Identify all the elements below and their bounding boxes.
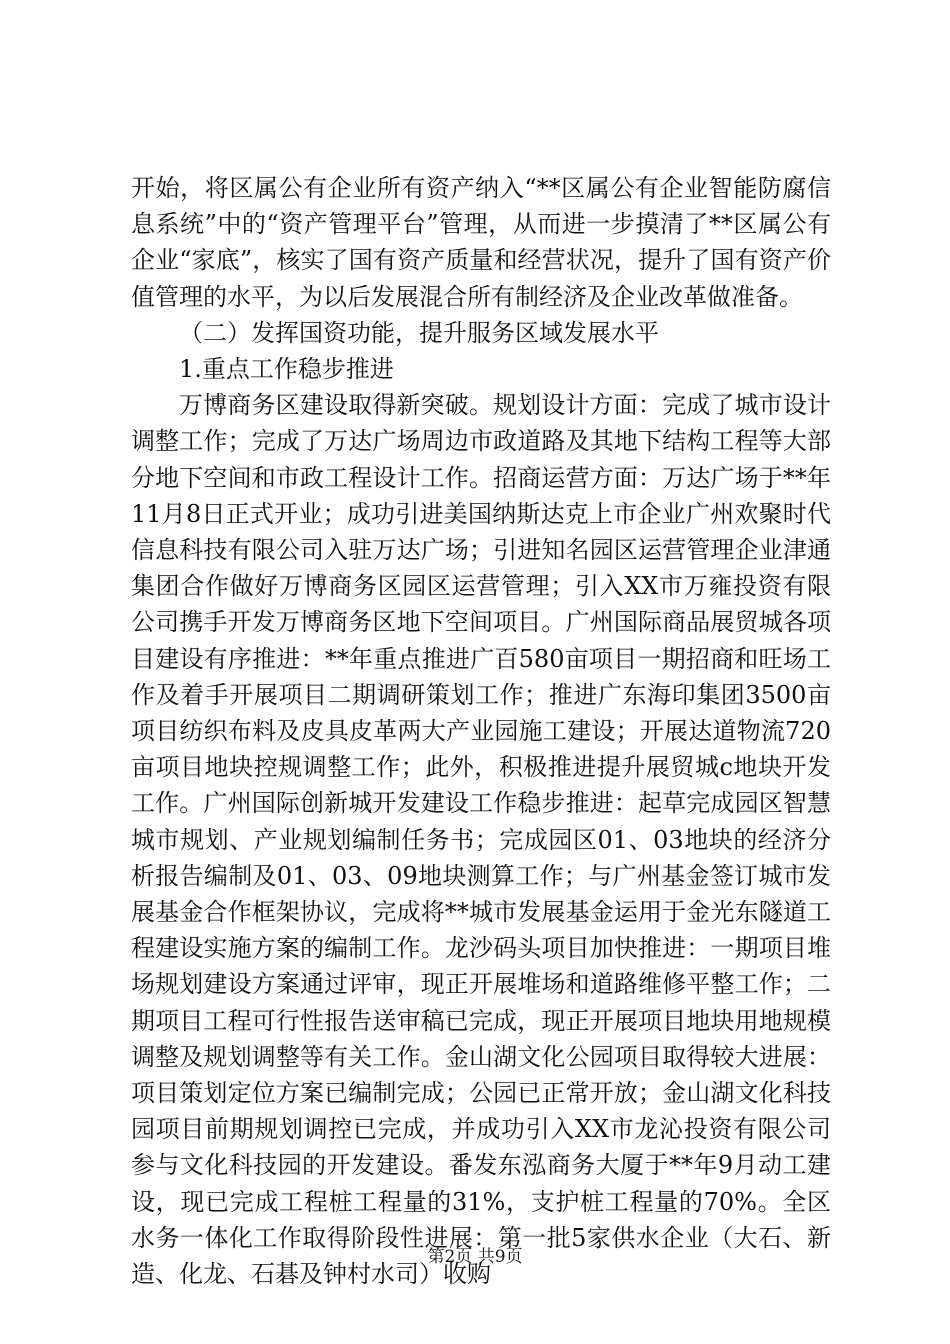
page-footer xyxy=(0,1246,950,1268)
subsection-heading: 1.重点工作稳步推进 xyxy=(179,355,394,384)
paragraph-intro: 开始，将区属公有企业所有资产纳入“**区属公有企业智能防腐信息系统”中的“资产管理平台”管理，从而进一步摸清了**区属公有企业“家底”，核实了国有资产质量和经营状况，提升了国有资产价值管理的水平，为以后发展混合所有制经济及企业改革做准备。 xyxy=(131,174,831,311)
paragraph-main: 万博商务区建设取得新突破。规划设计方面：完成了城市设计调整工作；完成了万达广场周边市政道路及其地下结构工程等大部分地下空间和市政工程设计工作。招商运营方面：万达广场于**年11月8日正式开业；成功引进美国纳斯达克上市企业广州欢聚时代信息科技有限公司入驻万达广场；引进知名园区运营管理企业津通集团合作做好万博商务区园区运营管理；引入XX市万雍投资有限公司携手开发万博商务区地下空间项目。广州国际商品展贸城各项目建设有序推进：**年重点推进广百580亩项目一期招商和旺场工作及着手开展项目二期调研策划工作；推进广东海印集团3500亩项目纺织布料及皮具皮革两大产业园施工建设；开展达道物流720亩项目地块控规调整工作；此外，积极推进提升展贸城c地块开发工作。广州国际创新城开发建设工作稳步推进：起草完成园区智慧城市规划、产业规划编制任务书；完成园区01、03地块的经济分析报告编制及01、03、09地块测算工作；与广州基金签订城市发展基金合作框架协议，完成将**城市发展基金运用于金光东隧道工程建设实施方案的编制工作。龙沙码头项目加快推进：一期项目堆场规划建设方案通过评审，现正开展堆场和道路维修平整工作；二期项目工程可行性报告送审稿已完成，现正开展项目地块用地规模调整及规划调整等有关工作。金山湖文化公园项目取得较大进展：项目策划定位方案已编制完成；公园已正常开放；金山湖文化科技园项目前期规划调控已完成，并成功引入XX市龙沁投资有限公司参与文化科技园的开发建设。番发东泓商务大厦于**年9月动工建设，现已完成工程桩工程量的31%，支护桩工程量的70%。全区水务一体化工作取得阶段性进展：第一批5家供水企业（大石、新造、化龙、石碁及钟村水司）收购 xyxy=(131,391,831,1289)
page-number: 第2页 共9页 xyxy=(427,1247,523,1267)
section-heading: （二）发挥国资功能，提升服务区域发展水平 xyxy=(179,318,659,347)
document-body xyxy=(131,170,831,1292)
